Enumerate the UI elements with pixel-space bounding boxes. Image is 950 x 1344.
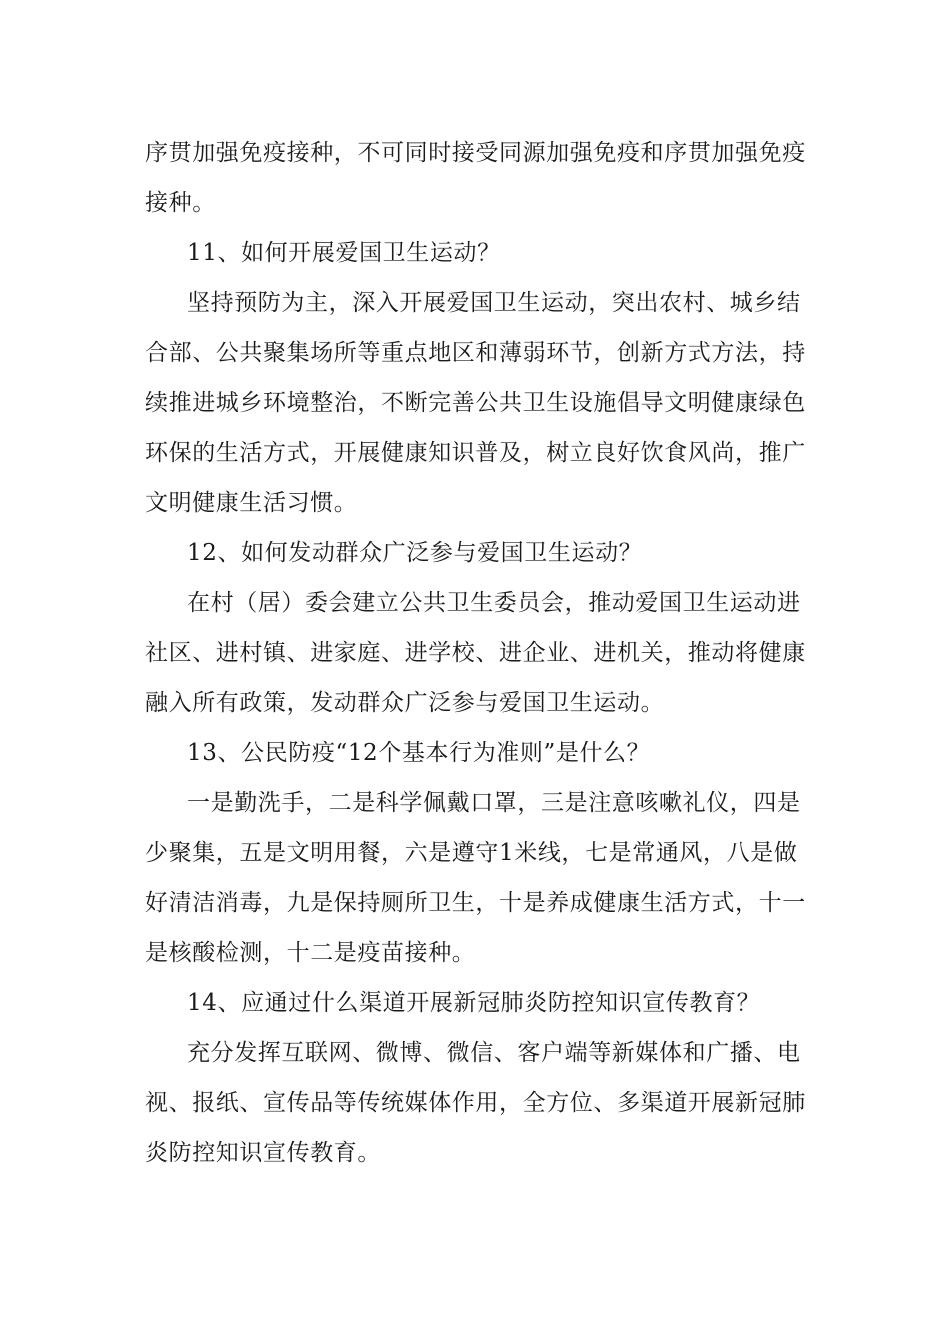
answer-11: 坚持预防为主，深入开展爱国卫生运动，突出农村、城乡结合部、公共聚集场所等重点地区和薄弱环节，创新方式方法，持续推进城乡环境整治，不断完善公共卫生设施倡导文明健康绿色环保的生活方式，开展健康知识普及，树立良好饮食风尚，推广文明健康生活习惯。 <box>145 290 806 516</box>
answer-12: 在村（居）委会建立公共卫生委员会，推动爱国卫生运动进社区、进村镇、进家庭、进学校、进企业、进机关，推动将健康融入所有政策，发动群众广泛参与爱国卫生运动。 <box>145 590 806 716</box>
answer-13: 一是勤洗手，二是科学佩戴口罩，三是注意咳嗽礼仪，四是少聚集，五是文明用餐，六是遵守1米线，七是常通风，八是做好清洁消毒，九是保持厕所卫生，十是养成健康生活方式，十一是核酸检测，十二是疫苗接种。 <box>145 790 806 966</box>
answer-14: 充分发挥互联网、微博、微信、客户端等新媒体和广播、电视、报纸、宣传品等传统媒体作用，全方位、多渠道开展新冠肺炎防控知识宣传教育。 <box>145 1040 806 1166</box>
question-13: 13、公民防疫“12个基本行为准则”是什么？ <box>187 740 651 766</box>
document-body <box>145 128 815 1178</box>
question-11: 11、如何开展爱国卫生运动？ <box>187 240 501 266</box>
question-12: 12、如何发动群众广泛参与爱国卫生运动？ <box>187 540 643 566</box>
question-14: 14、应通过什么渠道开展新冠肺炎防控知识宣传教育？ <box>187 990 761 1016</box>
paragraph-continuation: 序贯加强免疫接种，不可同时接受同源加强免疫和序贯加强免疫接种。 <box>145 140 806 216</box>
